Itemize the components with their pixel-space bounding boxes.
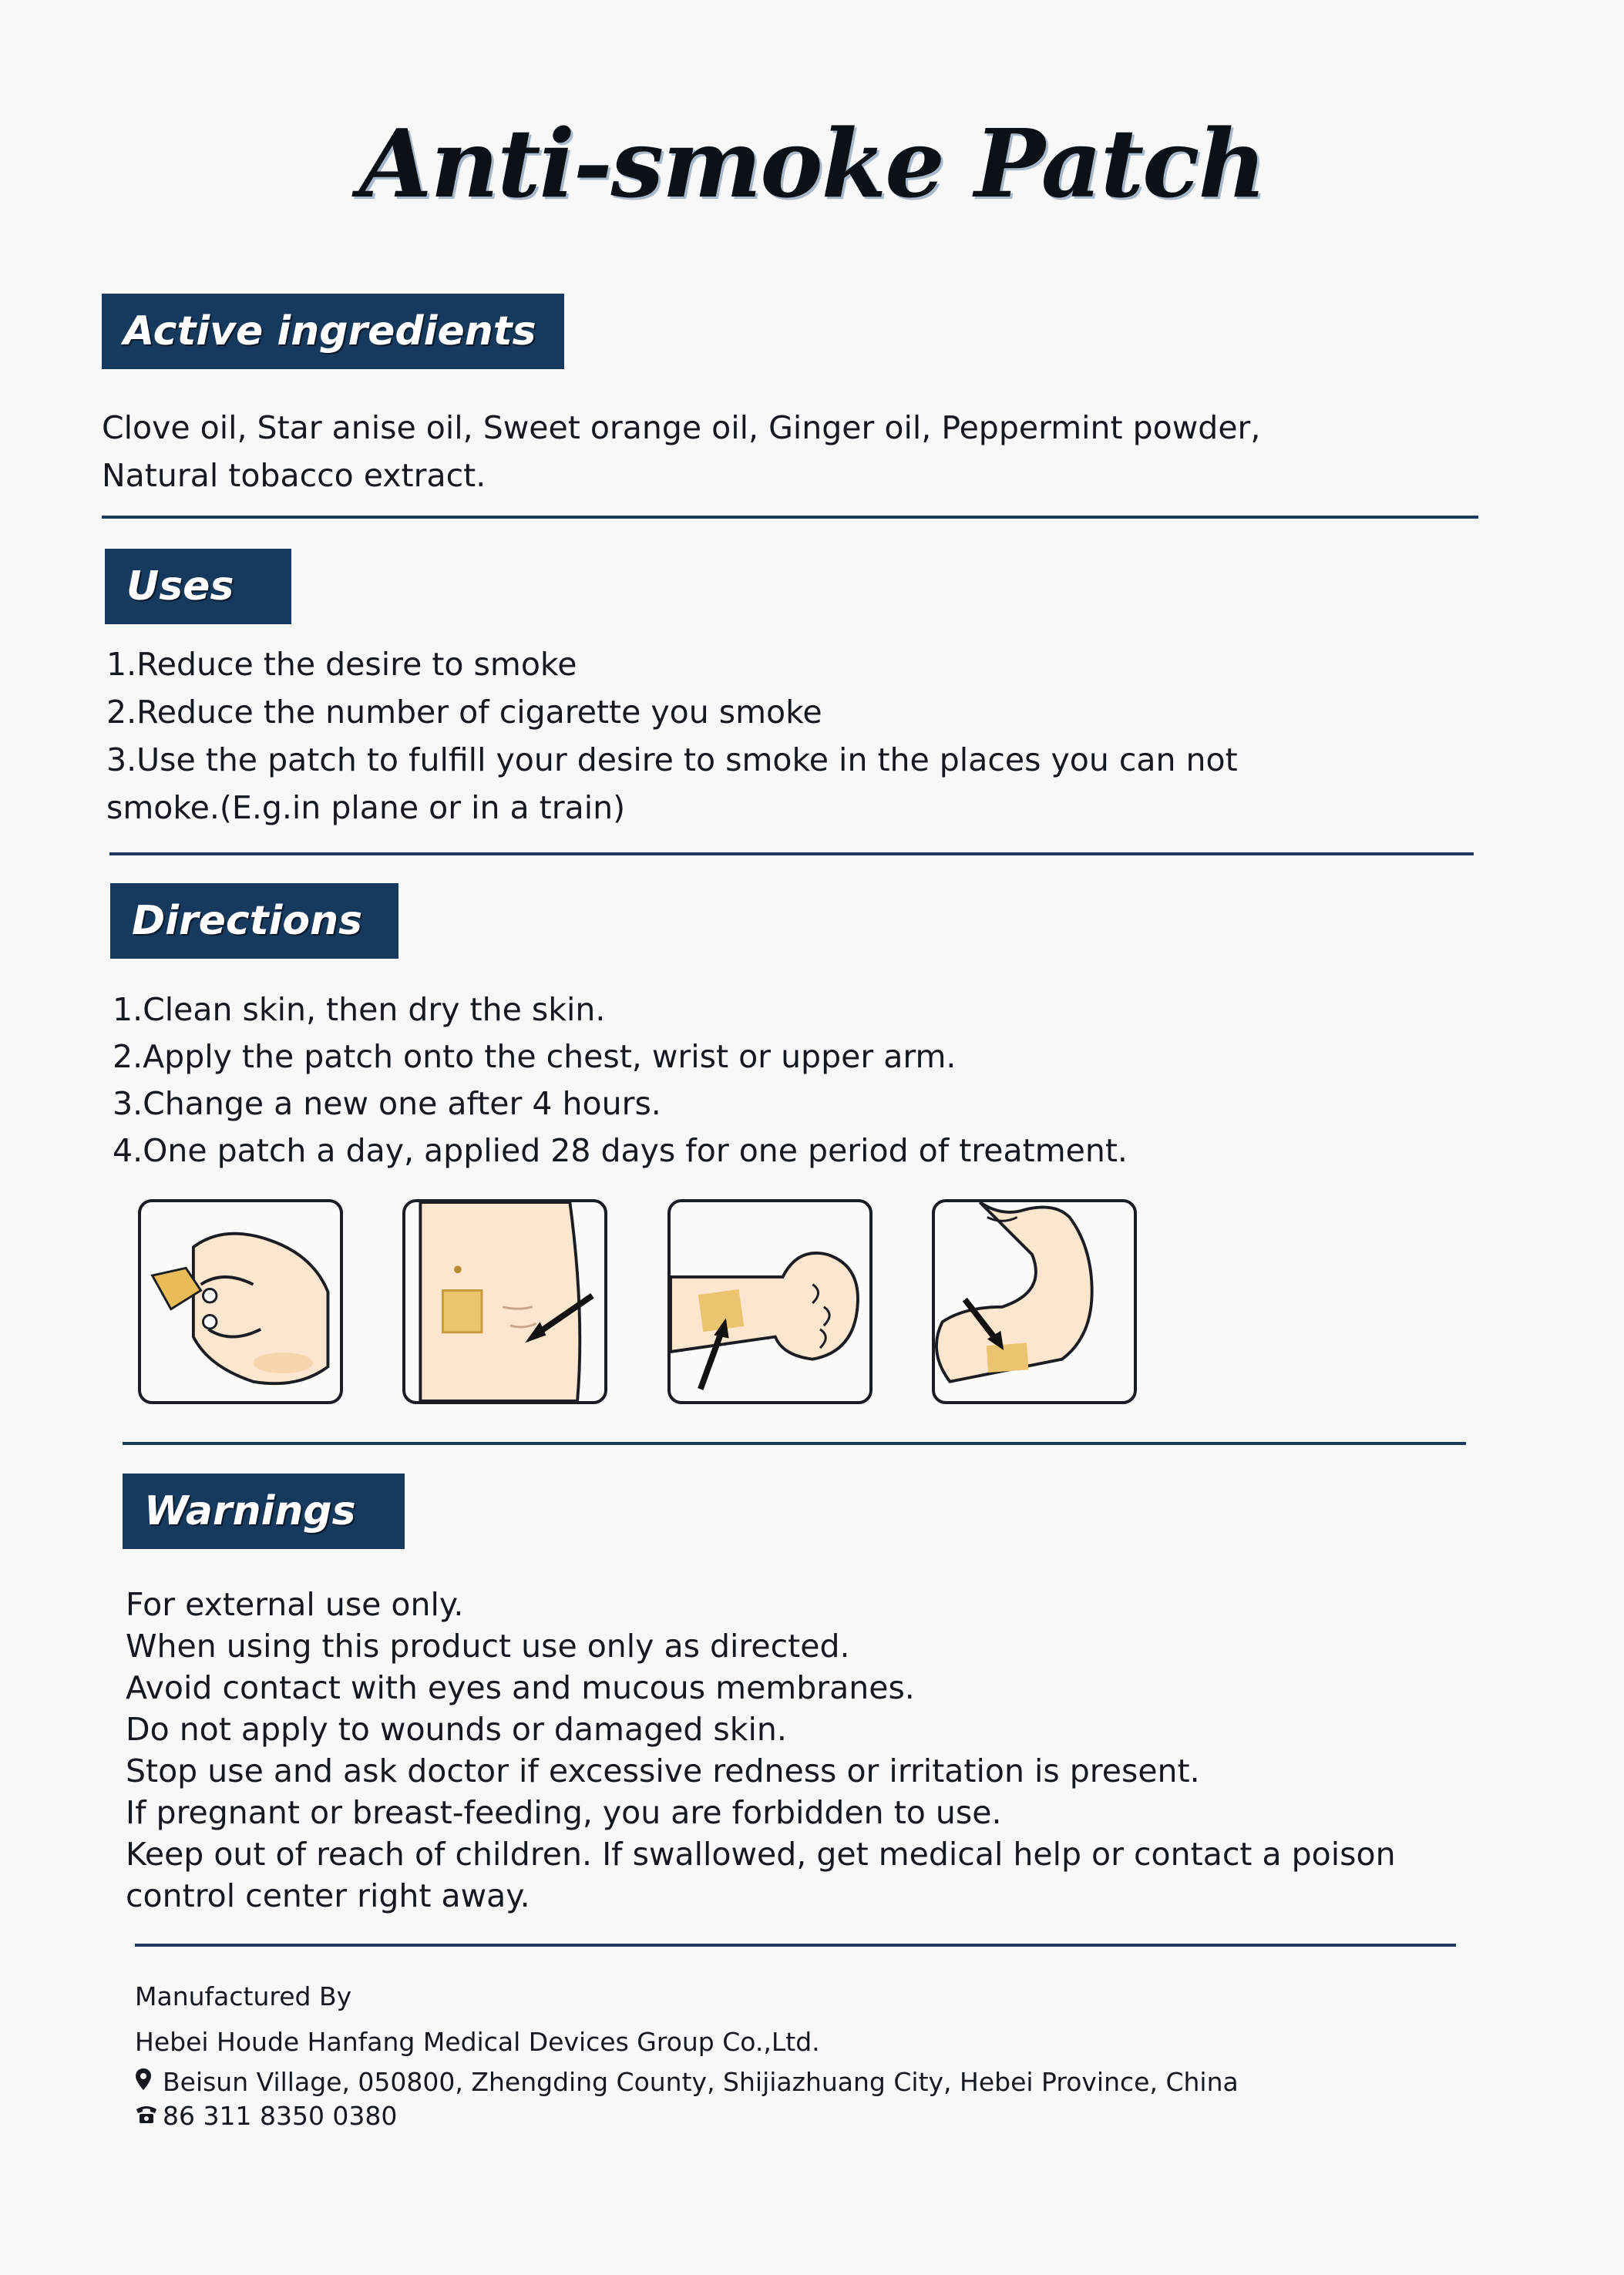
warnings-line-8: control center right away. [126, 1877, 530, 1914]
manufacturer-address: Beisun Village, 050800, Zhengding County, Shijiazhuang City, Hebei Province, China [163, 2067, 1239, 2097]
divider [102, 516, 1478, 519]
manufacturer-phone: 86 311 8350 0380 [163, 2101, 398, 2131]
warnings-line-2: When using this product use only as directed. [126, 1628, 850, 1665]
uses-heading: Uses [105, 549, 291, 624]
telephone-icon [135, 2096, 160, 2136]
warnings-line-7: Keep out of reach of children. If swallowed, get medical help or contact a poison [126, 1836, 1396, 1873]
directions-heading: Directions [110, 883, 398, 959]
chest-application-illustration [402, 1199, 607, 1404]
warnings-line-6: If pregnant or breast-feeding, you are forbidden to use. [126, 1794, 1002, 1831]
warnings-line-1: For external use only. [126, 1586, 464, 1623]
upper-arm-application-illustration [932, 1199, 1137, 1404]
directions-line-4: 4.One patch a day, applied 28 days for one period of treatment. [113, 1132, 1128, 1169]
ingredients-line-1: Clove oil, Star anise oil, Sweet orange oil, Ginger oil, Peppermint powder, [102, 409, 1261, 446]
ingredients-line-2: Natural tobacco extract. [102, 457, 486, 494]
divider [123, 1442, 1466, 1445]
warnings-line-5: Stop use and ask doctor if excessive redness or irritation is present. [126, 1752, 1200, 1789]
warnings-heading: Warnings [123, 1474, 405, 1549]
manufacturer-name: Hebei Houde Hanfang Medical Devices Group Co.,Ltd. [135, 2027, 820, 2057]
manufactured-by-label: Manufactured By [135, 1981, 352, 2011]
active-ingredients-heading: Active ingredients [102, 294, 564, 369]
page-title: Anti-smoke Patch [358, 108, 1266, 219]
clean-skin-illustration [138, 1199, 343, 1404]
uses-line-4: smoke.(E.g.in plane or in a train) [106, 789, 626, 826]
wrist-application-illustration [667, 1199, 873, 1404]
warnings-line-3: Avoid contact with eyes and mucous membranes. [126, 1669, 915, 1706]
warnings-line-4: Do not apply to wounds or damaged skin. [126, 1711, 787, 1748]
uses-line-2: 2.Reduce the number of cigarette you smoke [106, 694, 822, 731]
directions-line-1: 1.Clean skin, then dry the skin. [113, 991, 606, 1028]
divider [109, 852, 1474, 855]
uses-line-1: 1.Reduce the desire to smoke [106, 646, 577, 683]
directions-line-3: 3.Change a new one after 4 hours. [113, 1085, 661, 1122]
manufacturer-phone-row [135, 2096, 397, 2136]
uses-line-3: 3.Use the patch to fulfill your desire to smoke in the places you can not [106, 741, 1238, 778]
divider [135, 1944, 1456, 1947]
directions-line-2: 2.Apply the patch onto the chest, wrist or upper arm. [113, 1038, 957, 1075]
